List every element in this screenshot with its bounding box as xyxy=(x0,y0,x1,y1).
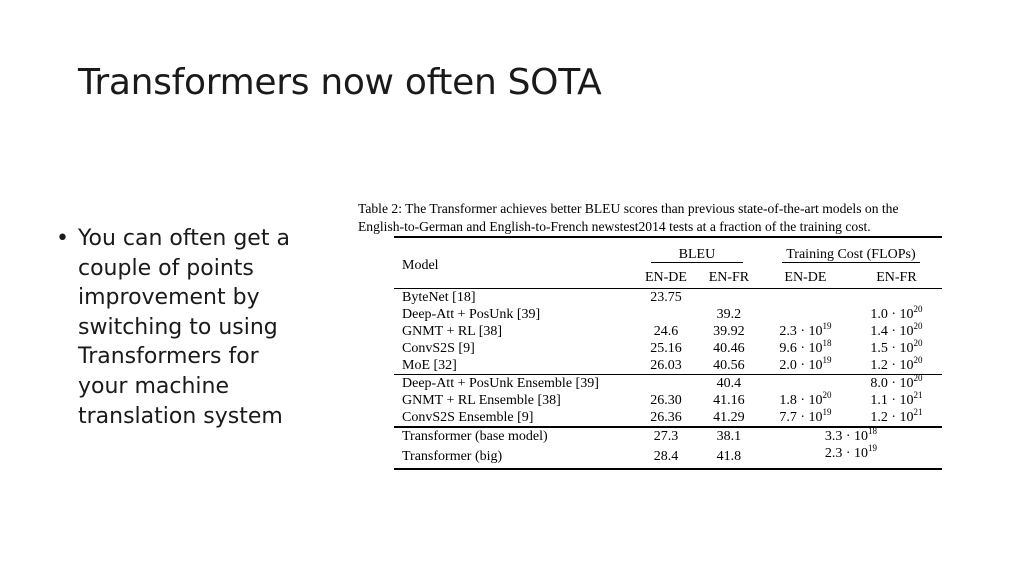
cost-base: 3.3 · 10 xyxy=(824,429,869,444)
model-name: GNMT + RL [38] xyxy=(402,324,503,339)
cost-exponent: 20 xyxy=(913,373,923,383)
model-name: Deep-Att + PosUnk Ensemble [39] xyxy=(402,376,599,391)
cost-base: 1.8 · 10 xyxy=(779,393,823,408)
cost-en-fr xyxy=(851,357,942,375)
bullet-line: improvement by xyxy=(78,285,260,311)
cost-en-de xyxy=(760,306,851,323)
cost-en-fr xyxy=(851,409,942,427)
cost-en-de xyxy=(760,409,851,427)
cost-en-fr xyxy=(851,340,942,357)
model-name: ConvS2S Ensemble [9] xyxy=(402,410,534,425)
table-caption xyxy=(358,200,988,236)
bleu-en-de xyxy=(634,375,698,393)
model-name: ConvS2S [9] xyxy=(402,341,475,356)
cost-en-de xyxy=(760,392,851,409)
bullet-line: translation system xyxy=(78,403,283,429)
cost-base: 1.5 · 10 xyxy=(870,341,914,356)
header-bleu-en-de: EN-DE xyxy=(644,269,687,285)
bleu-en-fr: 39.2 xyxy=(716,307,742,322)
table-row xyxy=(394,427,942,445)
bleu-en-de: 26.36 xyxy=(650,410,682,425)
cost-exponent: 20 xyxy=(913,338,923,348)
bleu-en-fr: 41.16 xyxy=(713,393,745,408)
cost-en-fr xyxy=(851,306,942,323)
cost-exponent: 20 xyxy=(822,390,832,400)
bleu-en-de: 28.4 xyxy=(653,449,679,464)
cost-en-de xyxy=(760,375,851,393)
model-name: Transformer (big) xyxy=(402,449,503,464)
table-row xyxy=(394,409,942,427)
cost-exponent: 20 xyxy=(913,304,923,314)
bleu-en-de: 27.3 xyxy=(653,429,679,444)
bleu-en-de: 26.30 xyxy=(650,393,682,408)
bleu-en-fr: 40.46 xyxy=(713,341,745,356)
table-row xyxy=(394,392,942,409)
bullet-marker: • xyxy=(56,226,69,251)
cost-exponent: 18 xyxy=(822,338,832,348)
cost-base: 2.0 · 10 xyxy=(779,358,823,373)
bleu-en-de: 23.75 xyxy=(650,290,682,305)
bleu-en-fr: 38.1 xyxy=(716,429,742,444)
cost-base: 9.6 · 10 xyxy=(779,341,823,356)
cost-exponent: 21 xyxy=(913,407,923,417)
bleu-en-de: 24.6 xyxy=(653,324,679,339)
bleu-en-de xyxy=(634,306,698,323)
bleu-en-fr xyxy=(698,289,760,307)
slide-title: Transformers now often SOTA xyxy=(78,62,602,103)
cost-exponent: 19 xyxy=(822,407,832,417)
bullet-point xyxy=(56,224,326,431)
cost-en-de xyxy=(760,323,851,340)
bullet-line: Transformers for xyxy=(78,344,259,370)
cost-base: 1.0 · 10 xyxy=(870,307,914,322)
caption-line: English-to-German and English-to-French newstest2014 tests at a fraction of the training cost. xyxy=(358,219,871,234)
table-row xyxy=(394,375,942,393)
bullet-line: couple of points xyxy=(78,255,254,281)
table-row xyxy=(394,357,942,375)
cost-combined xyxy=(760,427,942,445)
header-training-cost: Training Cost (FLOPs) xyxy=(760,237,942,266)
header-cost-en-de: EN-DE xyxy=(784,269,827,285)
bleu-en-fr: 41.29 xyxy=(713,410,745,425)
bullet-line: switching to using xyxy=(78,314,278,340)
header-cost-en-fr: EN-FR xyxy=(876,269,917,285)
cost-exponent: 19 xyxy=(868,443,878,453)
cost-en-fr xyxy=(851,323,942,340)
model-name: MoE [32] xyxy=(402,358,457,373)
bleu-en-fr: 40.56 xyxy=(713,358,745,373)
bullet-line: You can often get a xyxy=(78,226,290,251)
bleu-en-fr: 41.8 xyxy=(716,449,742,464)
table-row xyxy=(394,445,942,469)
model-name: GNMT + RL Ensemble [38] xyxy=(402,393,561,408)
table-header-row xyxy=(394,237,942,266)
cost-exponent: 18 xyxy=(868,426,878,436)
cost-base: 2.3 · 10 xyxy=(824,446,869,461)
caption-line: Table 2: The Transformer achieves better BLEU scores than previous state-of-the-art models on the xyxy=(358,201,899,216)
cost-en-fr xyxy=(851,392,942,409)
table-row xyxy=(394,340,942,357)
bleu-en-de: 25.16 xyxy=(650,341,682,356)
model-name: ByteNet [18] xyxy=(402,290,476,305)
cost-exponent: 20 xyxy=(913,321,923,331)
table-row xyxy=(394,306,942,323)
cost-base: 1.2 · 10 xyxy=(870,358,914,373)
cost-exponent: 19 xyxy=(822,355,832,365)
table-row xyxy=(394,289,942,307)
cost-base: 1.4 · 10 xyxy=(870,324,914,339)
bleu-en-fr: 39.92 xyxy=(713,324,745,339)
cost-exponent: 19 xyxy=(822,321,832,331)
header-bleu-en-fr: EN-FR xyxy=(708,269,750,285)
cost-en-fr xyxy=(851,375,942,393)
table-body xyxy=(394,289,942,470)
bleu-en-fr: 40.4 xyxy=(716,376,742,391)
cost-en-de xyxy=(760,357,851,375)
cost-base: 7.7 · 10 xyxy=(779,410,823,425)
bullet-text xyxy=(78,224,326,431)
cost-en-fr xyxy=(851,289,942,307)
cost-base: 2.3 · 10 xyxy=(779,324,823,339)
cost-exponent: 21 xyxy=(913,390,923,400)
header-model: Model xyxy=(402,257,439,273)
cost-combined xyxy=(760,445,942,469)
bullet-line: your machine xyxy=(78,373,230,399)
header-bleu: BLEU xyxy=(634,237,760,266)
model-name: Transformer (base model) xyxy=(402,429,548,444)
cost-base: 1.1 · 10 xyxy=(870,393,914,408)
table-row xyxy=(394,323,942,340)
cost-exponent: 20 xyxy=(913,355,923,365)
model-name: Deep-Att + PosUnk [39] xyxy=(402,307,541,322)
cost-base: 1.2 · 10 xyxy=(870,410,914,425)
results-table xyxy=(394,236,942,470)
bleu-en-de: 26.03 xyxy=(650,358,682,373)
cost-en-de xyxy=(760,289,851,307)
cost-en-de xyxy=(760,340,851,357)
cost-base: 8.0 · 10 xyxy=(870,376,914,391)
